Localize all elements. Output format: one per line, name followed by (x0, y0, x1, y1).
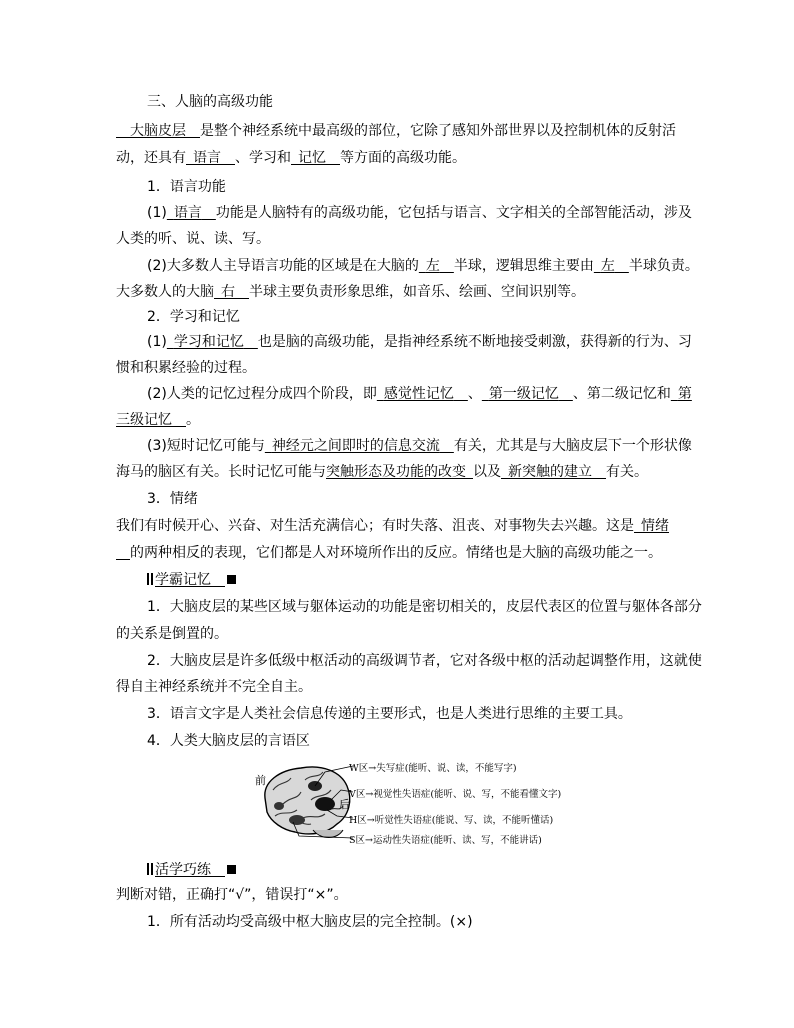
heading-learning: 2．学习和记忆 (147, 309, 240, 325)
s-area-label: S区→运动性失语症(能听、读、写，不能讲话) (349, 835, 542, 846)
blank-answer: 情绪 (641, 518, 669, 534)
s1-p2-line-1: (2)大多数人主导语言功能的区域是在大脑的 左 半球，逻辑思维主要由 左 半球负责。 (147, 258, 699, 274)
s2-p3-line-1: (3)短时记忆可能与 神经元之间即时的信息交流 有关，尤其是与大脑皮层下一个形状像 (147, 438, 692, 454)
s1-p1-line-1: (1) 语言 功能是人脑特有的高级功能，它包括与语言、文字相关的全部智能活动，涉及 (147, 205, 692, 221)
practice-instruction: 判断对错，正确打“√”，错误打“×”。 (116, 887, 348, 903)
blank-answer: 神经元之间即时的信息交流 (271, 438, 440, 454)
s2-p2-line-1: (2)人类的记忆过程分成四个阶段，即 感觉性记忆 、 第一级记忆 、第二级记忆和 第 (147, 386, 692, 402)
memo-section-title (147, 570, 236, 590)
s1-p1-line-2: 人类的听、说、读、写。 (116, 231, 270, 247)
memo-item-2-line-2: 得自主神经系统并不完全自主。 (116, 679, 312, 695)
s2-p1-line-1: (1) 学习和记忆 也是脑的高级功能，是指神经系统不断地接受刺激，获得新的行为、习 (147, 334, 692, 350)
blank-answer: 感觉性记忆 (383, 386, 454, 402)
blank-answer: 三级记忆 (116, 412, 172, 428)
square-icon (227, 865, 236, 874)
blank-answer: 左 (600, 258, 615, 274)
s2-p1-line-2: 惯和积累经验的过程。 (116, 360, 256, 376)
heading-language: 1．语言功能 (147, 179, 226, 195)
blank-answer: 学习和记忆 (173, 334, 244, 350)
blank-answer: 左 (425, 258, 440, 274)
memo-item-1-line-2: 的关系是倒置的。 (116, 626, 228, 642)
blank-answer: 第一级记忆 (488, 386, 559, 402)
s2-p3-line-2: 海马的脑区有关。长时记忆可能与突触形态及功能的改变 以及 新突触的建立 有关。 (116, 464, 648, 480)
blank-answer: 语言 (173, 205, 202, 221)
square-icon (227, 575, 236, 584)
blank-answer: 大脑皮层 (130, 123, 186, 139)
memo-item-3: 3．语言文字是人类社会信息传递的主要形式，也是人类进行思维的主要工具。 (147, 706, 632, 722)
s2-p2-line-2: 三级记忆 。 (116, 412, 200, 428)
v-area-label: V区→视觉性失语症(能听、说、写，不能看懂文字) (349, 789, 562, 800)
intro-line-2: 动，还具有 语言 、学习和 记忆 等方面的高级功能。 (116, 150, 466, 166)
blank-answer: 记忆 (298, 150, 326, 166)
blank-answer: 右 (221, 284, 235, 300)
blank-answer: 新突触的建立 (508, 464, 592, 480)
heading-emotion: 3．情绪 (147, 491, 198, 507)
brain-speech-area-figure (253, 760, 583, 852)
intro-line-1: 大脑皮层 是整个神经系统中最高级的部位，它除了感知外部世界以及控制机体的反射活 (116, 121, 676, 141)
back-label: 后 (339, 798, 350, 811)
memo-item-2-line-1: 2．大脑皮层是许多低级中枢活动的高级调节者，它对各级中枢的活动起调整作用，这就使 (147, 653, 702, 669)
s3-line-2: 的两种相反的表现，它们都是人对环境所作出的反应。情绪也是大脑的高级功能之一。 (116, 543, 662, 563)
section-title: 三、人脑的高级功能 (147, 94, 273, 110)
blank-answer: 突触形态及功能的改变 (326, 464, 466, 480)
w-area-label: W区→失写症(能听、说、读，不能写字) (349, 763, 517, 774)
h-area-label: H区→听觉性失语症(能说、写、读，不能听懂话) (349, 815, 554, 826)
s1-p2-line-2: 大多数人的大脑 右 半球主要负责形象思维，如音乐、绘画、空间识别等。 (116, 284, 585, 300)
front-label: 前 (255, 774, 266, 787)
memo-item-1-line-1: 1．大脑皮层的某些区域与躯体运动的功能是密切相关的，皮层代表区的位置与躯体各部分 (147, 599, 702, 615)
section-mark: 活学巧练 (147, 862, 225, 878)
s3-line-1: 我们有时候开心、兴奋、对生活充满信心；有时失落、沮丧、对事物失去兴趣。这是 情绪 (116, 518, 669, 534)
blank-answer: 语言 (193, 150, 221, 166)
blank-answer (116, 545, 130, 561)
practice-question-1: 1．所有活动均受高级中枢大脑皮层的完全控制。(×) (147, 914, 473, 930)
memo-item-4: 4．人类大脑皮层的言语区 (147, 733, 310, 749)
section-mark: 学霸记忆 (147, 572, 225, 588)
practice-section-title (147, 860, 236, 880)
blank-answer: 第 (677, 386, 692, 402)
